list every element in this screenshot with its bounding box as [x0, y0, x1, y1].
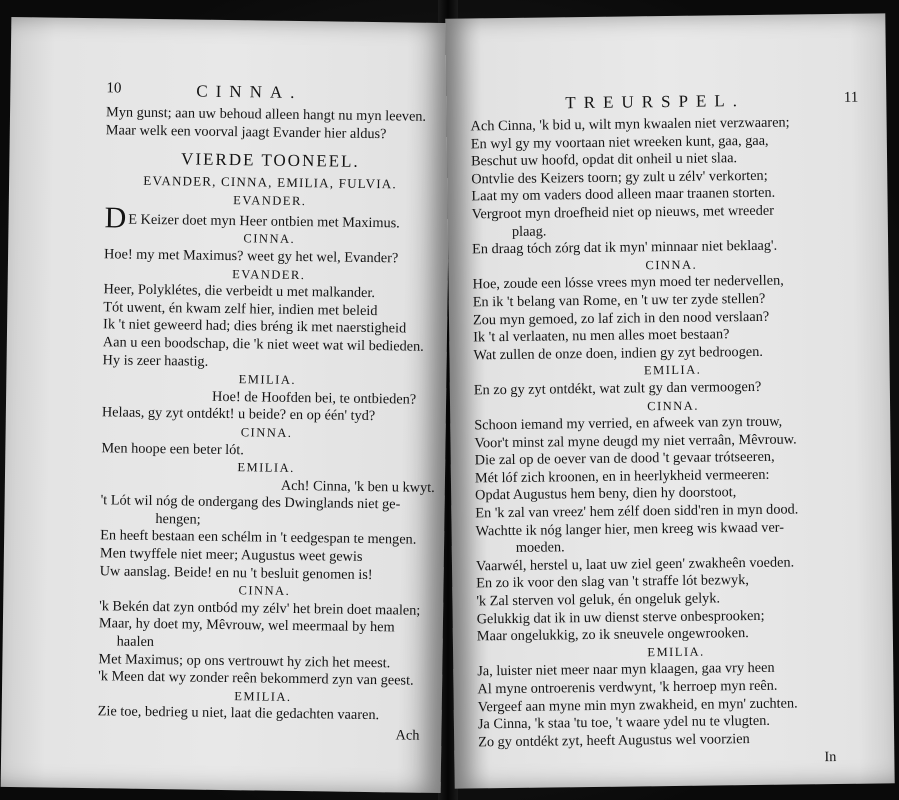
text-line: Myn gunst; aan uw behoud alleen hangt nu myn leeven. — [105, 104, 427, 125]
text-line: plaag. — [511, 223, 547, 240]
text-line: Hoe, zoude een lósse vrees myn moed ter nedervellen, — [472, 272, 784, 293]
drop-capital: D — [104, 201, 127, 235]
text-line: Zie toe, bedrieg u niet, laat die gedachten vaaren. — [97, 703, 380, 724]
text-line: Hoe! my met Maximus? weet gy het wel, Evander? — [103, 246, 399, 267]
text-line: Men twyffele niet meer; Augustus weet gewis — [99, 545, 363, 565]
text-line: Ik 't niet geweerd had; dies bréng ik met naerstigheid — [102, 316, 407, 337]
text-line: En heeft bestaan een schélm in 't eedgespan te mengen. — [100, 527, 417, 549]
speaker-name: EMILIA. — [647, 644, 705, 660]
text-line: Laat my om vaders dood alleen maar traanen storten. — [471, 185, 776, 205]
text-line: Ach! Cinna, 'k ben u kwyt. — [280, 477, 435, 496]
text-line: Heer, Polyklétes, die verbeidt u met malkander. — [103, 281, 376, 302]
text-line: moeden. — [515, 539, 565, 557]
text-line: Gelukkig dat ik in uw dienst sterve onbesprooken; — [476, 607, 765, 628]
text-line: Helaas, gy zyt ontdékt! u beide? en op één' tyd? — [101, 404, 376, 425]
text-line: Maar ongelukkig, zo ik sneuvele ongewrooken. — [476, 625, 749, 645]
text-line: Vergeef aan myne min myn zwakheid, en myn' zuchten. — [477, 695, 798, 715]
left-page — [1, 17, 452, 793]
text-line: Vergroot myn droefheid niet op nieuws, met wreeder — [471, 202, 775, 223]
right-page — [445, 13, 894, 788]
text-line: En 'k zal van vreez' hem zélf doen sidd'ren in myn dood. — [475, 501, 799, 522]
text-line: Mét lóf zich kroonen, en in heerlykheid vermeeren: — [474, 466, 770, 487]
text-line: En ik 't belang van Rome, en 't uw ter zyde stellen? — [472, 290, 766, 311]
text-line: Zou myn gemoed, zo laf zich in den nood verslaan? — [472, 308, 770, 328]
speaker-name: CINNA. — [645, 257, 698, 273]
speaker-name: EVANDER. — [233, 193, 307, 209]
text-line: Maar, hy doet my, Mêvrouw, wel meermaal by hem — [98, 615, 395, 636]
text-line: haalen — [116, 633, 155, 651]
text-line: Men hoope een beter lót. — [101, 439, 245, 458]
text-line: Opdat Augustus hem beny, dien hy doorstoot, — [475, 484, 737, 504]
text-line: 't Lót wil nóg de ondergang des Dwinglands niet ge- — [100, 492, 401, 513]
text-line: Tót uwent, én kwam zelf hier, indien met beleid — [103, 299, 378, 319]
speaker-name: EMILIA. — [238, 372, 297, 388]
cast-list: EVANDER, CINNA, EMILIA, FULVIA. — [143, 173, 397, 192]
text-line: Wachtte ik nóg langer hier, men kreeg wis kwaad ver- — [475, 519, 785, 540]
text-line: En zo ik voor den slag van 't straffe lót bezwyk, — [476, 572, 749, 592]
text-line: En draag tóch zórg dat ik myn' minnaar niet beklaag'. — [472, 237, 778, 258]
text-line: 'k Zal sterven vol geluk, én ongeluk gelyk. — [476, 590, 721, 610]
catchword-left: Ach — [395, 727, 420, 744]
text-line: Voor't minst zal myne deugd my niet verraân, Mêvrouw. — [474, 431, 797, 452]
speaker-name: CINNA. — [647, 398, 699, 413]
speaker-name: EMILIA. — [643, 362, 702, 378]
dropcap-line-text: E Keizer doet myn Heer ontbien met Maximus. — [128, 211, 400, 232]
text-line: Schoon iemand my verried, en afweek van zyn trouw, — [474, 413, 783, 434]
text-line: 'k Meen dat wy zonder reên bekommerd zyn van geest. — [98, 668, 414, 689]
text-line: Wat zullen de onze doen, indien gy zyt bedroogen. — [473, 343, 763, 364]
speaker-name: EMILIA. — [234, 688, 292, 704]
text-line: Met Maximus; op ons vertrouwt hy zich het meest. — [98, 650, 391, 671]
running-head-title-left: CINNA. — [196, 81, 303, 103]
text-line: Hy is zeer haastig. — [102, 351, 209, 370]
speaker-name: CINNA. — [243, 231, 296, 247]
text-line: Vaarwél, herstel u, laat uw ziel geen' zwakheên voeden. — [475, 554, 795, 575]
text-line: Ja, luister niet meer naar myn klaagen, gaa vry heen — [477, 660, 775, 680]
text-line: En wyl gy my voortaan niet wreeken kunt, gaa, gaa, — [470, 132, 769, 153]
text-line: 'k Bekén dat zyn ontbód my zélv' het brein doet maalen; — [99, 598, 421, 619]
text-line: Ach Cinna, 'k bid u, wilt myn kwaalen niet verzwaaren; — [470, 114, 790, 135]
text-line: Maar welk een voorval jaagt Evander hier aldus? — [105, 121, 387, 142]
text-line: Beschut uw hoofd, opdat dit onheil u niet slaa. — [470, 150, 738, 170]
text-line: hengen; — [155, 510, 201, 528]
scene-title: VIERDE TOONEEL. — [181, 149, 360, 172]
text-line: Hoe! de Hoofden bei, te ontbieden? — [212, 388, 417, 408]
running-head-right — [470, 90, 868, 117]
speaker-name: EMILIA. — [237, 460, 295, 476]
page-number-right: 11 — [843, 89, 859, 106]
text-line: Al myne ontroerenis verdwynt, 'k herroep myn reên. — [477, 677, 778, 698]
speaker-name: CINNA. — [238, 583, 291, 599]
text-line: Uw aanslag. Beide! en nu 't besluit genomen is! — [99, 562, 373, 583]
text-line: Ontvlie des Keizers toorn; gy zult u zélv' verkorten; — [471, 167, 768, 188]
text-line: Ik 't al verlaaten, nu men alles moet bestaan? — [473, 326, 730, 346]
running-head-left — [106, 80, 436, 107]
running-head-title-right: TREURSPEL. — [565, 91, 746, 113]
text-line: Aan u een boodschap, die 'k niet weet wat wil bedieden. — [102, 334, 424, 355]
text-line: En zo gy zyt ontdékt, wat zult gy dan vermoogen? — [473, 378, 762, 399]
text-line: Ja Cinna, 'k staa 'tu toe, 't waare ydel nu te vlugten. — [477, 712, 771, 733]
text-line: Die zal op de oever van de dood 't gevaar trótseeren, — [474, 449, 775, 469]
page-number-left: 10 — [106, 80, 122, 97]
text-line: Zo gy ontdékt zyt, heeft Augustus wel voorzien — [478, 730, 750, 751]
speaker-name: EVANDER. — [232, 266, 306, 282]
catchword-right: In — [824, 749, 837, 766]
speaker-name: CINNA. — [240, 425, 293, 440]
